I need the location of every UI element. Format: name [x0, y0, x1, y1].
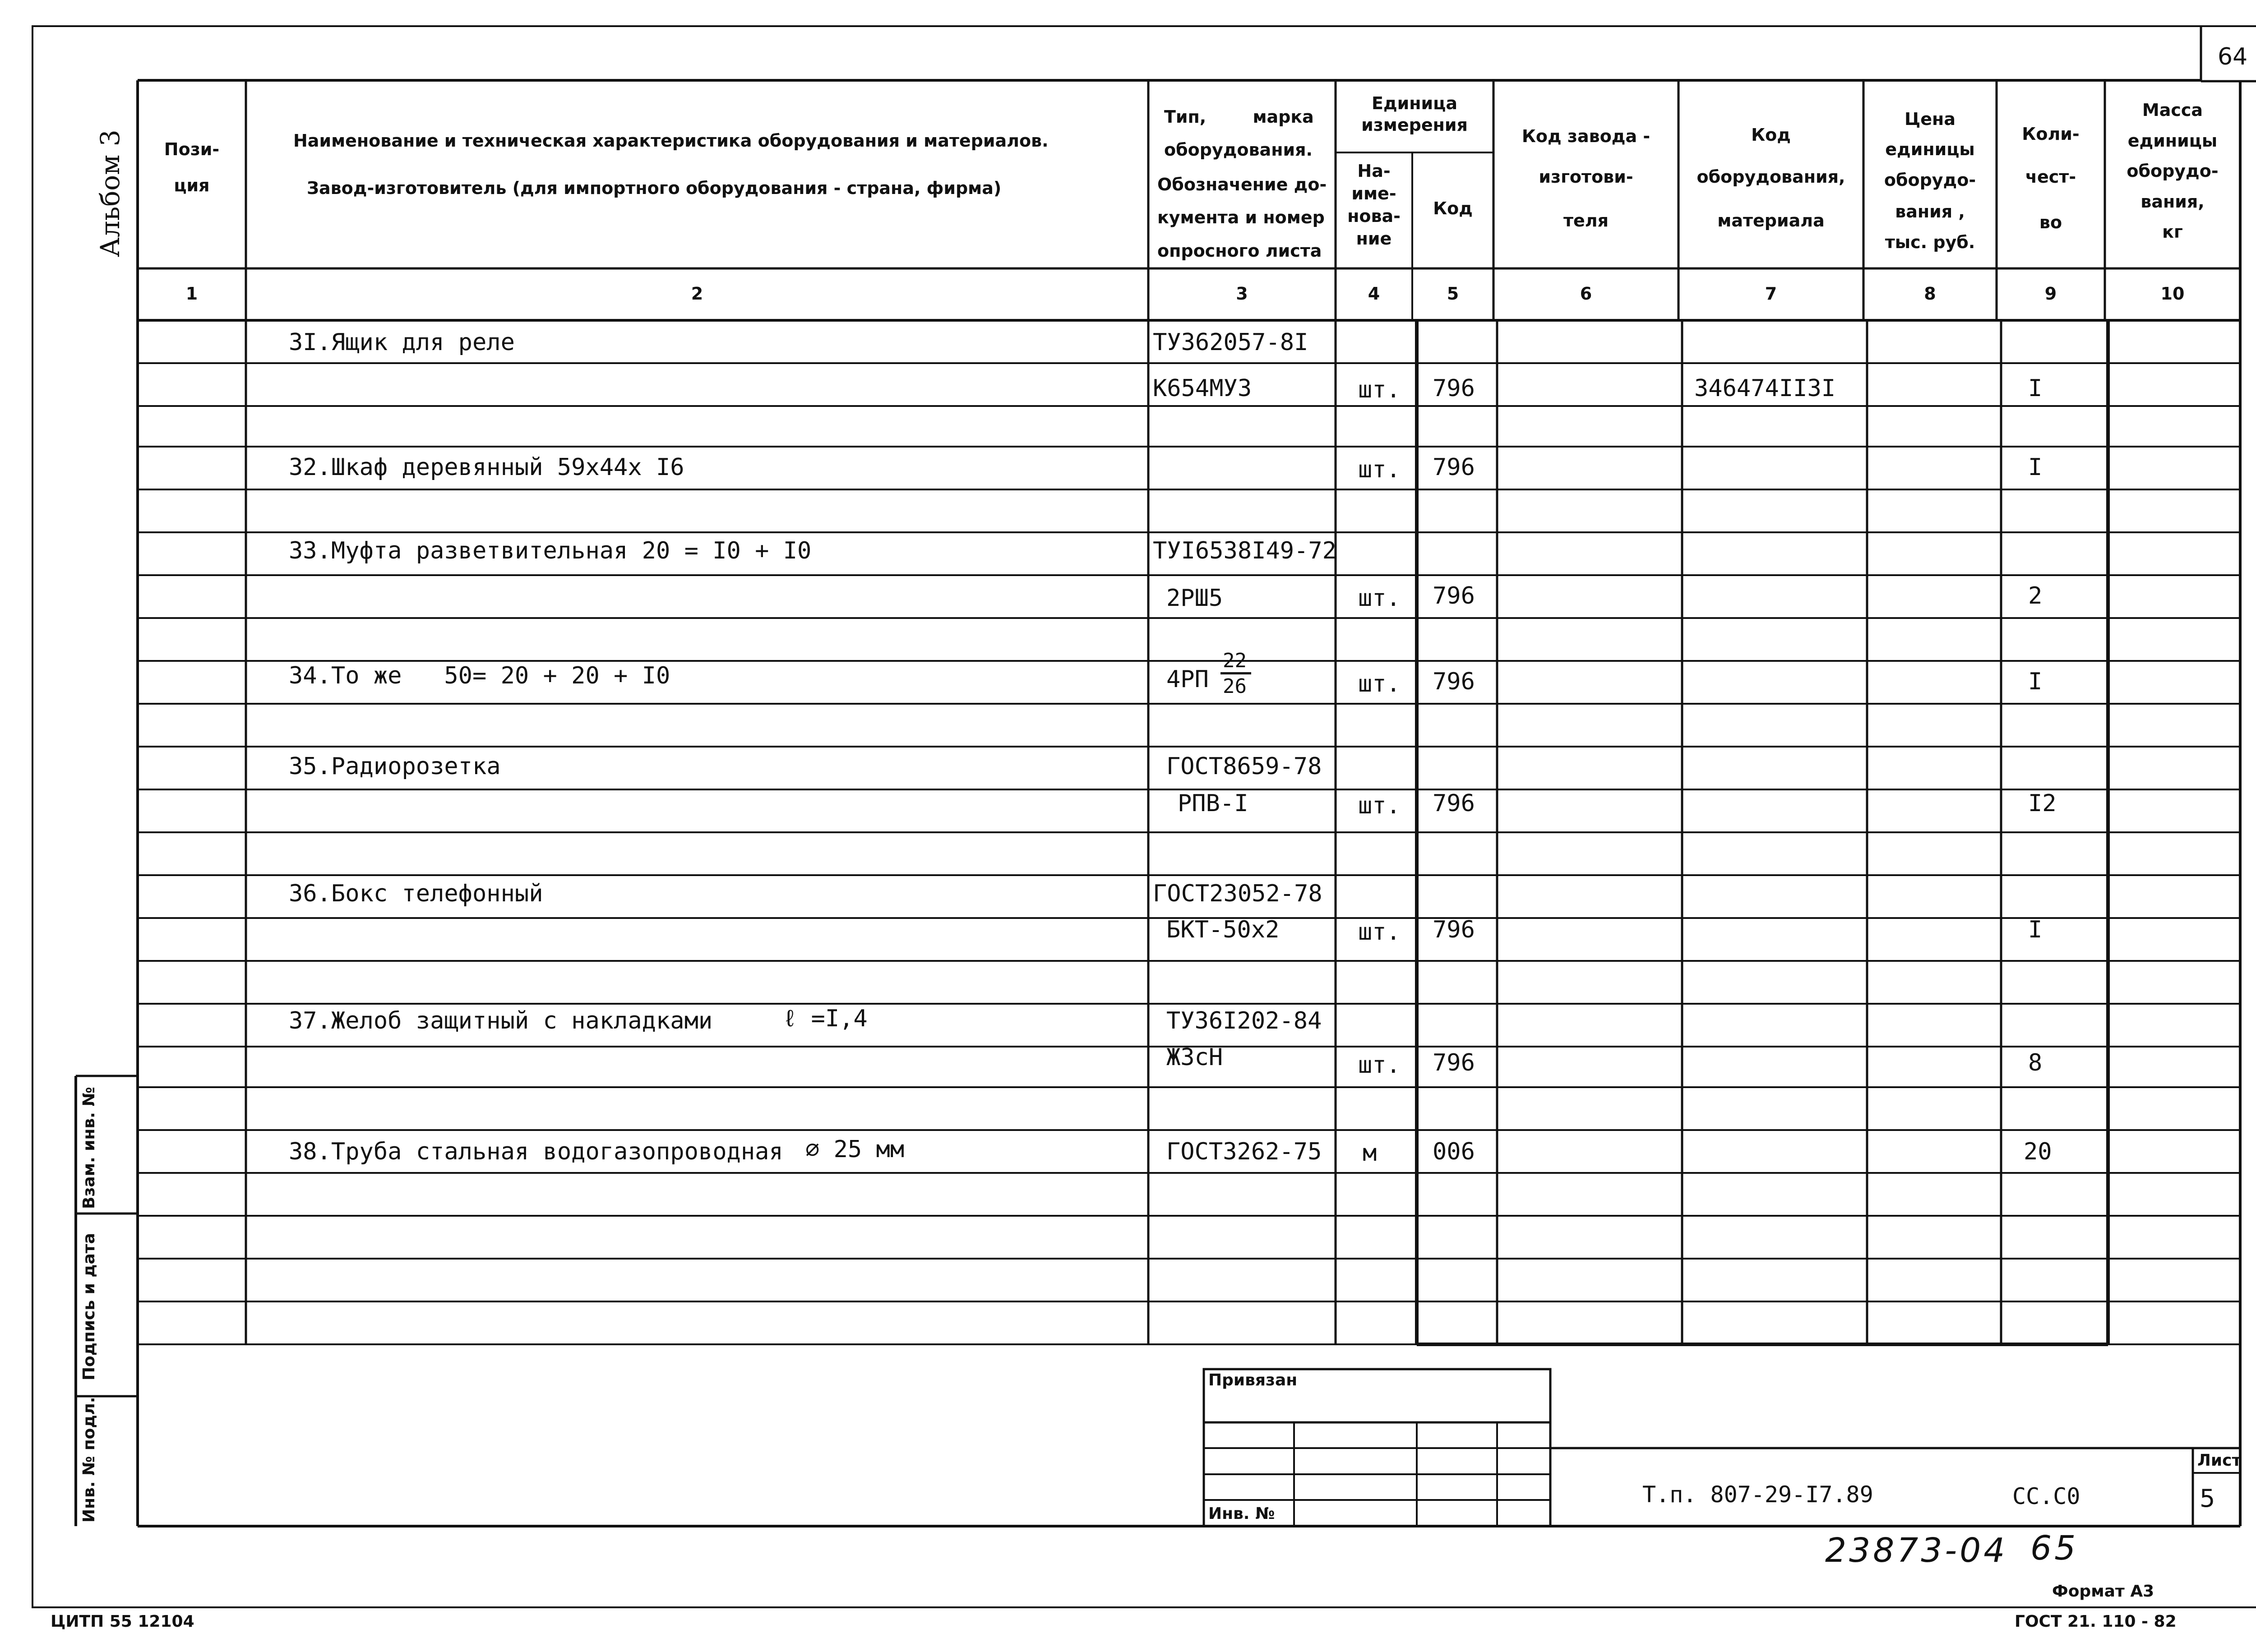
item-type-fraction-den: 26 [1223, 675, 1247, 698]
header-col8-line4: вания , [1895, 202, 1965, 221]
header-col4-line1: На- [1357, 161, 1391, 181]
header-col1-line1: Пози- [164, 139, 220, 159]
item-name: 38.Труба стальная водогазопроводная [289, 1138, 783, 1165]
header-col10-line1: Масса [2142, 100, 2203, 120]
side-label-podpis: Подпись и дата [80, 1233, 98, 1380]
item-type: К654МУ3 [1153, 375, 1252, 402]
header-col4-line4: ние [1356, 229, 1392, 249]
item-name: 3I.Ящик для реле [289, 329, 515, 356]
header-col10-line4: вания, [2140, 192, 2205, 212]
item-code: 006 [1433, 1138, 1475, 1165]
header-col3-line3: Обозначение до- [1157, 175, 1327, 194]
item-unit: шт. [1358, 376, 1401, 403]
header-col9-line1: Коли- [2022, 124, 2080, 144]
col-number: 9 [2044, 284, 2057, 304]
item-qty: I [2028, 668, 2043, 695]
item-name-extra: ℓ =I,4 [783, 1005, 868, 1032]
stamp-section: СС.С0 [2012, 1483, 2080, 1509]
item-type: ТУI6538I49-72 [1153, 537, 1336, 564]
item-qty: 8 [2028, 1049, 2043, 1076]
col-number: 3 [1236, 284, 1248, 304]
item-qty: I [2028, 916, 2043, 943]
header-col6-line2: изготови- [1539, 167, 1633, 187]
header-col8-line5: тыс. руб. [1885, 232, 1975, 252]
header-col10-line2: единицы [2127, 131, 2218, 151]
item-type: 4РП [1166, 666, 1209, 693]
col-number: 2 [691, 284, 703, 304]
fraction-bar [1220, 672, 1251, 674]
item-unit: шт. [1358, 918, 1401, 946]
item-unit: м [1363, 1140, 1377, 1167]
col-number: 10 [2160, 284, 2185, 304]
item-type-fraction-num: 22 [1223, 649, 1247, 672]
item-type: ГОСТ3262-75 [1166, 1138, 1322, 1165]
header-unit-line2: измерения [1361, 115, 1468, 135]
side-label-inv: Инв. № подл. [80, 1397, 98, 1523]
item-name: 36.Бокс телефонный [289, 880, 543, 907]
footer-gost: ГОСТ 21. 110 - 82 [2015, 1612, 2177, 1631]
handwritten-number-2: 65 [2030, 1529, 2079, 1568]
handwritten-number: 23873-04 [1825, 1531, 2008, 1570]
header-col4-line2: име- [1351, 184, 1396, 203]
header-col10-line5: кг [2162, 222, 2183, 242]
header-unit-line1: Единица [1372, 93, 1457, 113]
item-name: 32.Шкаф деревянный 59х44х I6 [289, 454, 684, 481]
header-col9-line3: во [2039, 212, 2062, 232]
item-code: 796 [1433, 375, 1475, 402]
item-unit: шт. [1358, 792, 1401, 819]
item-unit: шт. [1358, 1052, 1401, 1079]
item-type: Ж3сН [1166, 1044, 1223, 1071]
col-number: 5 [1447, 284, 1459, 304]
header-col3-line2: оборудования. [1164, 140, 1313, 160]
col-number: 1 [185, 284, 198, 304]
item-qty: I [2028, 375, 2043, 402]
header-col6-line1: Код завода - [1521, 126, 1650, 146]
item-name: 34.То же 50= 20 + 20 + I0 [289, 662, 670, 689]
item-code: 796 [1433, 668, 1475, 695]
footer-format: Формат А3 [2052, 1582, 2154, 1601]
header-col7-line1: Код [1751, 125, 1791, 145]
header-col3-line4: кумента и номер [1157, 208, 1325, 227]
header-col2-line2: Завод-изготовитель (для импортного оборудования - страна, фирма) [307, 178, 1002, 198]
item-qty: I2 [2028, 790, 2057, 817]
item-code: 796 [1433, 582, 1475, 609]
sheet-number: 64 [2218, 43, 2248, 70]
header-col4-line3: нова- [1347, 206, 1401, 226]
item-type: ГОСТ23052-78 [1153, 880, 1322, 907]
item-code: 796 [1433, 1049, 1475, 1076]
header-col3-line5: опросного листа [1157, 241, 1322, 261]
item-qty: I [2028, 454, 2043, 481]
item-type: 2РШ5 [1166, 585, 1223, 612]
col-number: 8 [1924, 284, 1936, 304]
stamp-privyazan: Привязан [1208, 1371, 1298, 1389]
col-number: 4 [1368, 284, 1380, 304]
item-type: ТУ362057-8I [1153, 329, 1308, 356]
stamp-doc-code: Т.п. 807-29-I7.89 [1642, 1481, 1873, 1508]
item-unit: шт. [1358, 585, 1401, 612]
item-code: 796 [1433, 454, 1475, 481]
item-type: ТУ36I202-84 [1166, 1007, 1322, 1034]
item-qty: 2 [2028, 582, 2043, 609]
col-number: 7 [1765, 284, 1777, 304]
item-name: 37.Желоб защитный с накладками [289, 1007, 713, 1034]
item-name-extra: ⌀ 25 мм [805, 1136, 905, 1163]
col-number: 6 [1580, 284, 1592, 304]
header-col5: Код [1433, 198, 1473, 218]
header-col8-line1: Цена [1905, 109, 1956, 129]
header-col8-line2: единицы [1885, 139, 1975, 159]
album-label: Альбом 3 [95, 129, 125, 257]
header-col6-line3: теля [1563, 211, 1609, 231]
footer-left: ЦИТП 55 12104 [51, 1612, 194, 1631]
item-code: 796 [1433, 790, 1475, 817]
stamp-inv-no: Инв. № [1208, 1504, 1275, 1523]
header-col1-line2: ция [174, 175, 210, 195]
item-name: 33.Муфта разветвительная 20 = I0 + I0 [289, 537, 812, 564]
item-unit: шт. [1358, 670, 1401, 697]
item-unit: шт. [1358, 456, 1401, 483]
item-type: РПВ-I [1178, 790, 1248, 817]
header-col7-line3: материала [1717, 211, 1825, 231]
header-col7-line2: оборудования, [1697, 167, 1845, 187]
item-type: ГОСТ8659-78 [1166, 753, 1322, 780]
item-qty: 20 [2024, 1138, 2052, 1165]
side-label-vzam: Взам. инв. № [80, 1087, 98, 1209]
header-col9-line2: чест- [2025, 167, 2076, 187]
header-col3-line1: Тип, марка [1164, 107, 1314, 127]
item-name: 35.Радиорозетка [289, 753, 501, 780]
item-type: БКТ-50х2 [1166, 916, 1280, 943]
header-col8-line3: оборудо- [1884, 170, 1976, 190]
stamp-list-label: Лист [2197, 1451, 2242, 1470]
item-equip-code: 346474II3I [1694, 375, 1836, 402]
item-code: 796 [1433, 916, 1475, 943]
header-col2-line1: Наименование и техническая характеристика оборудования и материалов. [293, 131, 1049, 151]
stamp-list-number: 5 [2200, 1484, 2215, 1513]
header-col10-line3: оборудо- [2127, 161, 2219, 181]
